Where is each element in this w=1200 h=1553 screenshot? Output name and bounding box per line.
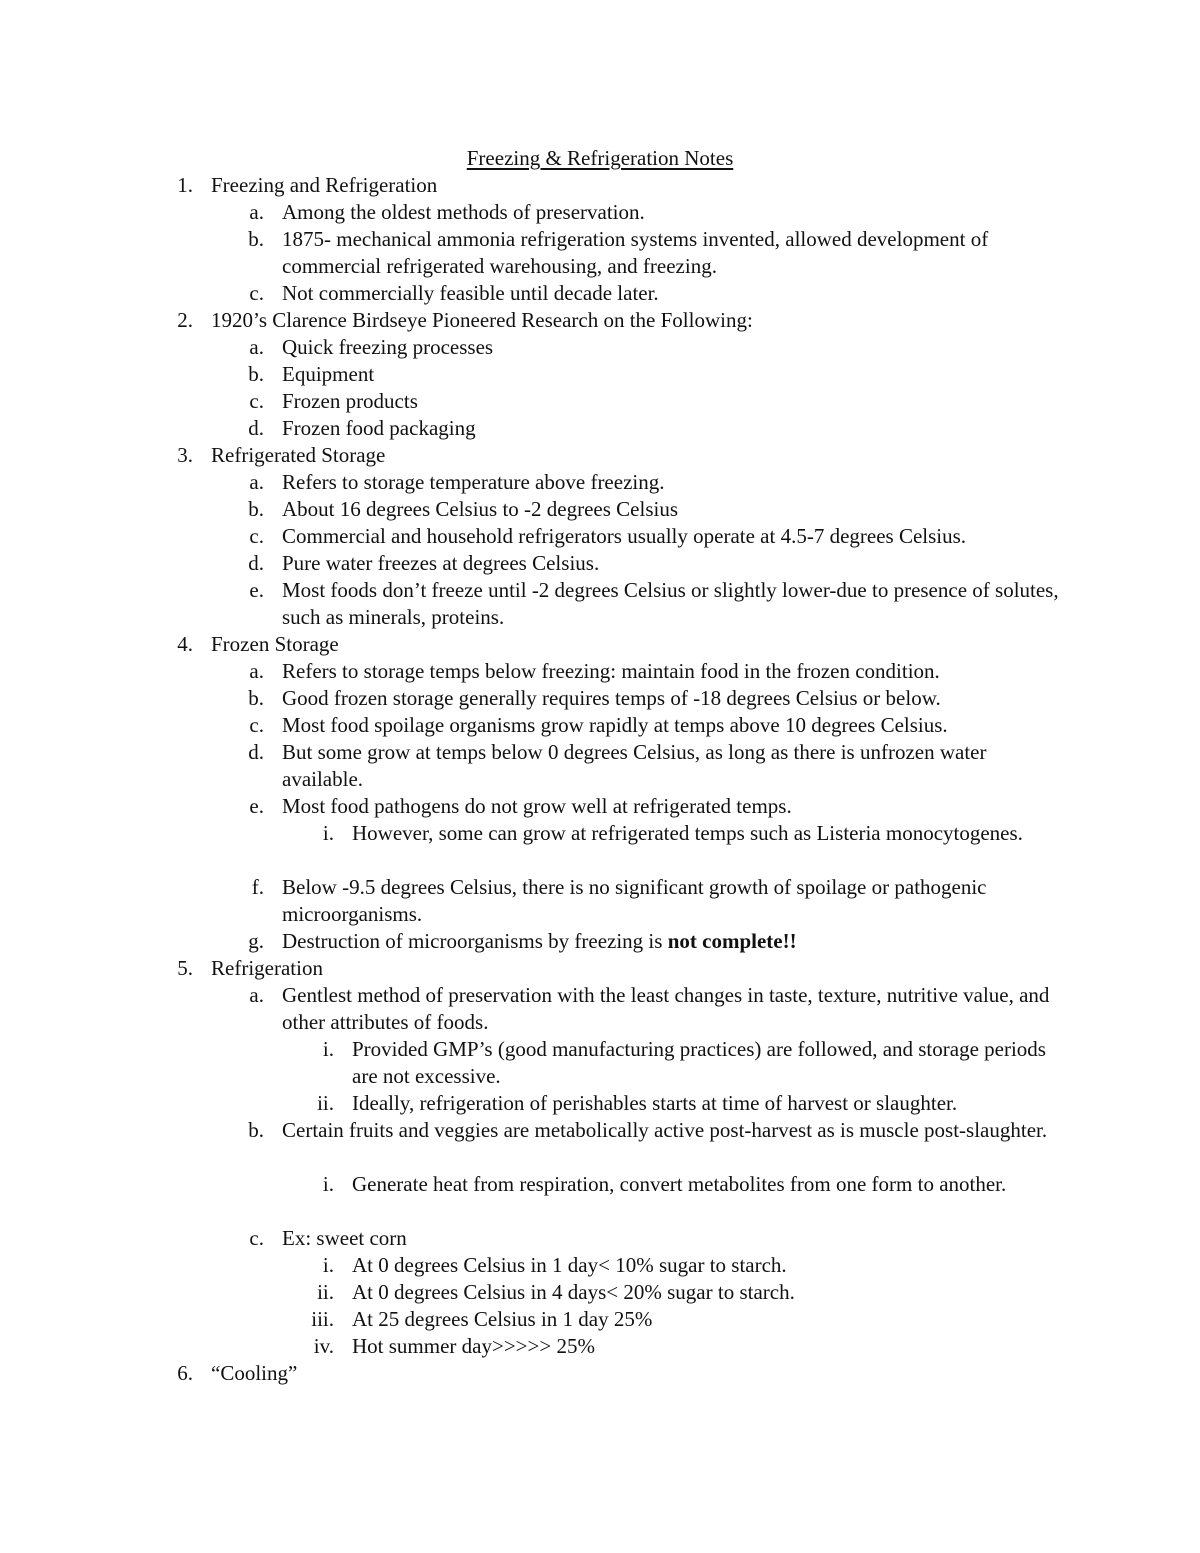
- item-letter: b.: [248, 1118, 264, 1142]
- item-text: Good frozen storage generally requires temps of -18 degrees Celsius or below.: [282, 686, 941, 710]
- list-item: [0, 523, 1200, 550]
- item-letter: c.: [249, 524, 264, 548]
- list-item: [0, 1171, 1200, 1225]
- list-item: [0, 226, 1200, 280]
- item-letter: c.: [249, 713, 264, 737]
- item-text: Gentlest method of preservation with the least changes in taste, texture, nutritive value, and other attributes of foods.: [282, 983, 1050, 1034]
- list-item: [0, 982, 1200, 1036]
- list-item: [0, 1117, 1200, 1171]
- item-letter: c.: [249, 389, 264, 413]
- list-item: [0, 1090, 1200, 1117]
- item-letter: e.: [249, 578, 264, 602]
- item-text: But some grow at temps below 0 degrees Celsius, as long as there is unfrozen water available.: [282, 740, 987, 791]
- list-item: [0, 415, 1200, 442]
- page-title: Freezing & Refrigeration Notes: [466, 146, 734, 170]
- item-text: Pure water freezes at degrees Celsius.: [282, 551, 600, 575]
- item-text: Provided GMP’s (good manufacturing practices) are followed, and storage periods are not excessive.: [352, 1037, 1046, 1088]
- item-text: Most food pathogens do not grow well at refrigerated temps.: [282, 794, 792, 818]
- list-item: [0, 577, 1200, 631]
- item-number: 6.: [177, 1361, 193, 1385]
- item-roman: i.: [322, 1172, 334, 1196]
- list-item: [0, 469, 1200, 496]
- list-item: [0, 928, 1200, 955]
- item-number: 1.: [177, 173, 193, 197]
- list-item: [0, 388, 1200, 415]
- item-letter: b.: [248, 497, 264, 521]
- item-letter: a.: [249, 659, 264, 683]
- item-text: “Cooling”: [211, 1361, 298, 1385]
- list-item: [0, 658, 1200, 685]
- item-text: Generate heat from respiration, convert metabolites from one form to another.: [352, 1172, 1007, 1196]
- item-text: 1875- mechanical ammonia refrigeration systems invented, allowed development of commercial refrigerated warehousing, and freezing.: [282, 227, 989, 278]
- list-item: [0, 739, 1200, 793]
- list-item: [0, 685, 1200, 712]
- item-text: However, some can grow at refrigerated temps such as Listeria monocytogenes.: [352, 821, 1023, 845]
- list-item: [0, 334, 1200, 361]
- item-letter: a.: [249, 983, 264, 1007]
- item-text: Ideally, refrigeration of perishables starts at time of harvest or slaughter.: [352, 1091, 958, 1115]
- item-text: Quick freezing processes: [282, 335, 494, 359]
- list-item: [0, 550, 1200, 577]
- list-item: [0, 1306, 1200, 1333]
- item-text: Hot summer day>>>>> 25%: [352, 1334, 595, 1358]
- list-item: [0, 1225, 1200, 1252]
- item-text: Frozen products: [282, 389, 418, 413]
- item-number: 2.: [177, 308, 193, 332]
- item-letter: a.: [249, 200, 264, 224]
- list-item: [0, 712, 1200, 739]
- item-letter: a.: [249, 335, 264, 359]
- item-letter: b.: [248, 227, 264, 251]
- list-item: [0, 631, 1200, 658]
- item-text: Refers to storage temperature above freezing.: [282, 470, 665, 494]
- item-roman: ii.: [317, 1280, 334, 1304]
- item-letter: g.: [248, 929, 264, 953]
- item-text: Refrigerated Storage: [211, 443, 386, 467]
- item-text: At 25 degrees Celsius in 1 day 25%: [352, 1307, 653, 1331]
- item-text: Ex: sweet corn: [282, 1226, 407, 1250]
- item-text: At 0 degrees Celsius in 4 days< 20% sugar to starch.: [352, 1280, 795, 1304]
- item-letter: d.: [248, 740, 264, 764]
- list-item: [0, 172, 1200, 199]
- list-item: [0, 1333, 1200, 1360]
- notes-outline: [0, 172, 1200, 1387]
- list-item: [0, 793, 1200, 820]
- item-roman: iv.: [313, 1334, 334, 1358]
- item-text: Commercial and household refrigerators usually operate at 4.5-7 degrees Celsius.: [282, 524, 967, 548]
- item-text: 1920’s Clarence Birdseye Pioneered Research on the Following:: [211, 308, 753, 332]
- item-text: Refers to storage temps below freezing: maintain food in the frozen condition.: [282, 659, 940, 683]
- item-text: Freezing and Refrigeration: [211, 173, 438, 197]
- item-letter: a.: [249, 470, 264, 494]
- list-item: [0, 442, 1200, 469]
- item-text: Frozen Storage: [211, 632, 339, 656]
- list-item: [0, 1252, 1200, 1279]
- item-letter: e.: [249, 794, 264, 818]
- item-text: Destruction of microorganisms by freezing is not complete!!: [282, 929, 797, 953]
- list-item: [0, 1279, 1200, 1306]
- list-item: [0, 1036, 1200, 1090]
- item-text: Frozen food packaging: [282, 416, 476, 440]
- item-text: Most foods don’t freeze until -2 degrees Celsius or slightly lower-due to presence of solutes, such as minerals, proteins.: [282, 578, 1059, 629]
- item-letter: d.: [248, 416, 264, 440]
- item-letter: b.: [248, 686, 264, 710]
- item-text: Equipment: [282, 362, 375, 386]
- item-roman: ii.: [317, 1091, 334, 1115]
- item-number: 3.: [177, 443, 193, 467]
- item-letter: f.: [251, 875, 264, 899]
- item-text: Most food spoilage organisms grow rapidly at temps above 10 degrees Celsius.: [282, 713, 948, 737]
- list-item: [0, 874, 1200, 928]
- item-letter: c.: [249, 281, 264, 305]
- list-item: [0, 199, 1200, 226]
- item-text: Not commercially feasible until decade later.: [282, 281, 659, 305]
- item-text: Below -9.5 degrees Celsius, there is no significant growth of spoilage or pathogenic microorganisms.: [282, 875, 987, 926]
- emphasis-text: not complete!!: [667, 929, 797, 953]
- item-letter: d.: [248, 551, 264, 575]
- item-roman: i.: [322, 821, 334, 845]
- item-text: Refrigeration: [211, 956, 323, 980]
- item-roman: iii.: [311, 1307, 334, 1331]
- item-number: 4.: [177, 632, 193, 656]
- item-number: 5.: [177, 956, 193, 980]
- list-item: [0, 1360, 1200, 1387]
- item-roman: i.: [322, 1037, 334, 1061]
- item-text: Certain fruits and veggies are metabolically active post-harvest as is muscle post-slaughter.: [282, 1118, 1048, 1142]
- item-letter: b.: [248, 362, 264, 386]
- item-letter: c.: [249, 1226, 264, 1250]
- list-item: [0, 280, 1200, 307]
- list-item: [0, 955, 1200, 982]
- list-item: [0, 361, 1200, 388]
- list-item: [0, 496, 1200, 523]
- item-text: About 16 degrees Celsius to -2 degrees Celsius: [282, 497, 679, 521]
- item-text: At 0 degrees Celsius in 1 day< 10% sugar to starch.: [352, 1253, 787, 1277]
- item-text: Among the oldest methods of preservation.: [282, 200, 645, 224]
- list-item: [0, 820, 1200, 874]
- item-roman: i.: [322, 1253, 334, 1277]
- list-item: [0, 307, 1200, 334]
